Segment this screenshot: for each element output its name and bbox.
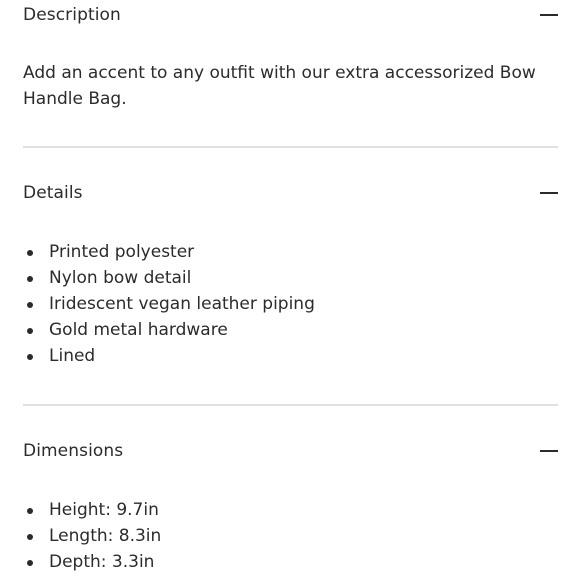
list-item (23, 239, 558, 265)
section-divider (23, 404, 558, 406)
description-header[interactable] (23, 0, 558, 30)
bullet-icon (27, 508, 33, 514)
list-item (23, 523, 558, 549)
minus-icon (540, 14, 558, 16)
list-item-text: Nylon bow detail (49, 268, 192, 288)
minus-icon (540, 192, 558, 194)
details-panel (23, 239, 558, 369)
bullet-icon (27, 354, 33, 360)
details-title: Details (23, 183, 83, 203)
dimensions-title: Dimensions (23, 441, 124, 461)
bullet-icon (27, 534, 33, 540)
dimensions-header[interactable] (23, 436, 558, 466)
list-item-text: Lined (49, 346, 96, 366)
description-collapse-button[interactable] (532, 2, 558, 28)
section-divider (23, 146, 558, 148)
list-item (23, 317, 558, 343)
list-item-text: Height: 9.7in (49, 500, 159, 520)
minus-icon (540, 450, 558, 452)
bullet-icon (27, 276, 33, 282)
dimensions-list (23, 497, 558, 575)
details-header[interactable] (23, 178, 558, 208)
description-title: Description (23, 5, 121, 25)
details-list (23, 239, 558, 369)
dimensions-collapse-button[interactable] (532, 438, 558, 464)
description-text: Add an accent to any outfit with our extra accessorized Bow Handle Bag. (23, 63, 536, 109)
bullet-icon (27, 250, 33, 256)
list-item-text: Length: 8.3in (49, 526, 162, 546)
list-item (23, 291, 558, 317)
list-item (23, 497, 558, 523)
bullet-icon (27, 328, 33, 334)
list-item (23, 265, 558, 291)
list-item-text: Printed polyester (49, 242, 195, 262)
dimensions-panel (23, 497, 558, 575)
bullet-icon (27, 302, 33, 308)
details-collapse-button[interactable] (532, 180, 558, 206)
list-item-text: Iridescent vegan leather piping (49, 294, 315, 314)
list-item-text: Gold metal hardware (49, 320, 228, 340)
list-item-text: Depth: 3.3in (49, 552, 155, 572)
bullet-icon (27, 560, 33, 566)
description-panel (23, 60, 558, 112)
list-item (23, 343, 558, 369)
list-item (23, 549, 558, 575)
